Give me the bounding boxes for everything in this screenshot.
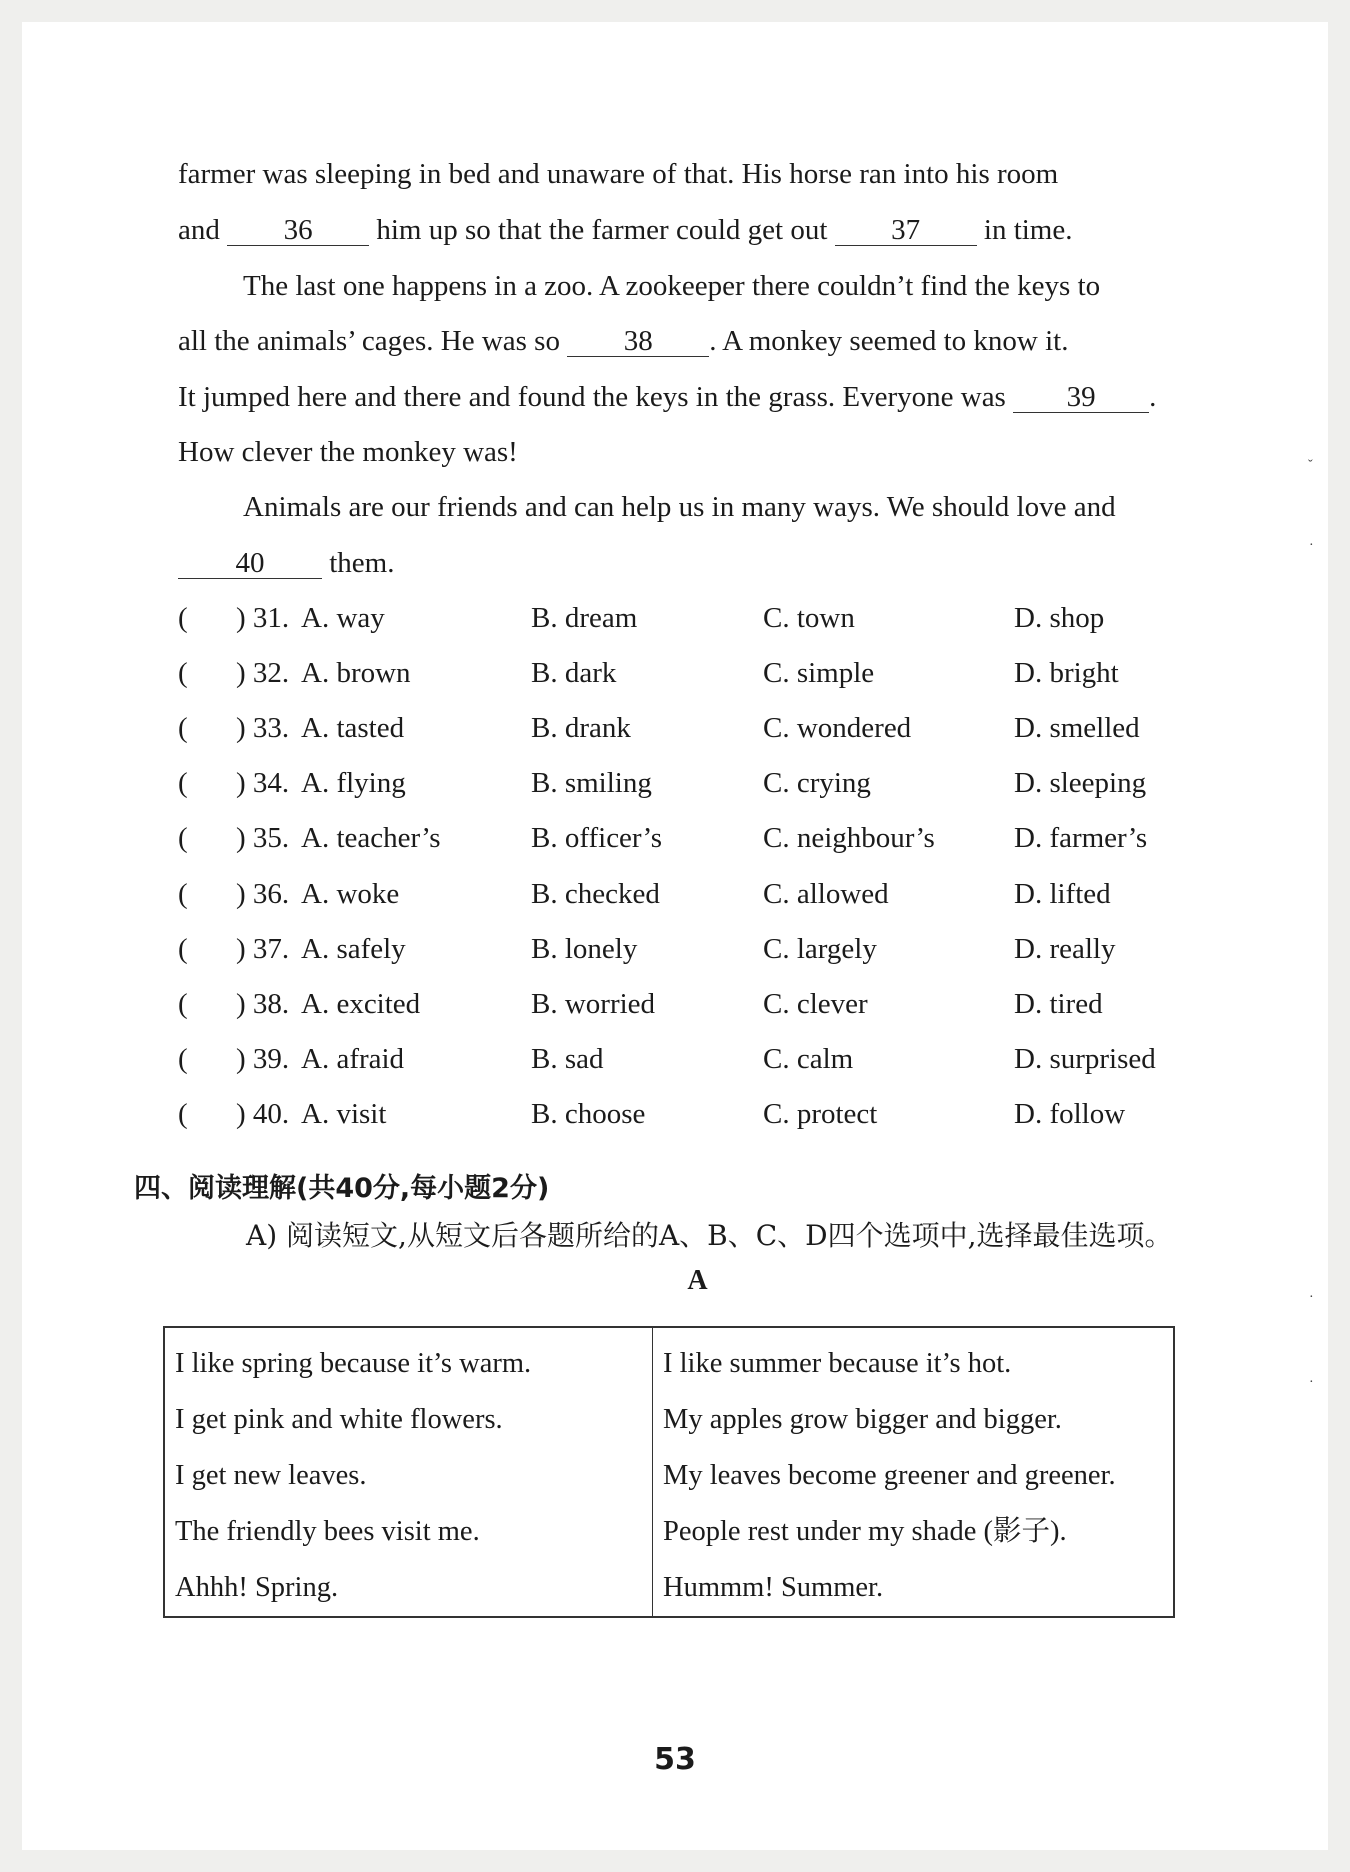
option-a: A. flying [301, 767, 406, 800]
question-row [178, 653, 1228, 693]
option-c: C. calm [763, 1042, 854, 1075]
question-number: ) 34. [236, 767, 290, 800]
option-a: A. safely [301, 932, 406, 965]
blank-36[interactable]: 36 [227, 215, 369, 246]
answer-paren[interactable]: ( [178, 987, 188, 1020]
option-a: A. visit [301, 1097, 387, 1130]
question-row [178, 929, 1228, 969]
option-b: B. lonely [531, 932, 638, 965]
poem-line: My leaves become greener and greener. [663, 1460, 1116, 1491]
option-b: B. checked [531, 877, 660, 910]
question-row [178, 1039, 1228, 1079]
option-d: D. surprised [1014, 1042, 1156, 1075]
option-c: C. largely [763, 932, 877, 965]
poem-line: I get new leaves. [175, 1460, 367, 1491]
question-number: ) 33. [236, 712, 290, 745]
question-row [178, 763, 1228, 803]
question-number: ) 37. [236, 932, 290, 965]
page-number: 53 [654, 1742, 696, 1777]
text-fragment: him up so that the farmer could get out [376, 214, 828, 246]
question-number: ) 39. [236, 1042, 290, 1075]
option-c: C. allowed [763, 877, 889, 910]
poem-line: The friendly bees visit me. [175, 1516, 480, 1547]
option-c: C. protect [763, 1097, 878, 1130]
question-number: ) 40. [236, 1097, 290, 1130]
section-title: 四、阅读理解(共40分,每小题2分) [134, 1173, 550, 1204]
option-d: D. shop [1014, 602, 1105, 634]
margin-mark: ˇ [1308, 458, 1313, 473]
passage-line: farmer was sleeping in bed and unaware of that. His horse ran into his room [178, 158, 1059, 190]
option-d: D. sleeping [1014, 767, 1147, 800]
text-fragment: It jumped here and there and found the keys in the grass. Everyone was [178, 381, 1006, 413]
option-c: C. crying [763, 767, 871, 800]
option-a: A. teacher’s [301, 822, 441, 855]
option-a: A. woke [301, 877, 400, 910]
option-b: B. officer’s [531, 822, 663, 855]
option-a: A. excited [301, 987, 421, 1020]
blank-37[interactable]: 37 [835, 215, 977, 246]
passage-line [178, 212, 1073, 248]
question-row [178, 708, 1228, 748]
passage-line [178, 379, 1156, 415]
question-row [178, 984, 1228, 1024]
passage-line: How clever the monkey was! [178, 436, 518, 468]
answer-paren[interactable]: ( [178, 877, 188, 910]
poem-line: People rest under my shade (影子). [663, 1516, 1067, 1547]
option-c: C. simple [763, 657, 875, 690]
poem-line: Hummm! Summer. [663, 1572, 884, 1603]
option-c: C. wondered [763, 712, 912, 745]
question-row [178, 598, 1228, 638]
option-b: B. sad [531, 1042, 604, 1075]
poem-line: I get pink and white flowers. [175, 1404, 503, 1435]
option-b: B. dream [531, 602, 638, 634]
text-fragment: them. [329, 547, 395, 579]
poem-table [163, 1326, 1175, 1618]
option-d: D. lifted [1014, 877, 1111, 910]
option-b: B. smiling [531, 767, 652, 800]
option-c: C. clever [763, 987, 868, 1020]
margin-mark: · [1309, 538, 1314, 553]
text-fragment: in time. [983, 214, 1073, 246]
question-number: ) 38. [236, 987, 290, 1020]
option-a: A. way [301, 602, 385, 634]
question-number: ) 36. [236, 877, 290, 910]
answer-paren[interactable]: ( [178, 822, 188, 855]
text-fragment: . A monkey seemed to know it. [709, 325, 1069, 357]
answer-paren[interactable]: ( [178, 767, 188, 800]
passage-line: Animals are our friends and can help us in many ways. We should love and [243, 491, 1116, 523]
blank-40[interactable]: 40 [178, 548, 322, 579]
answer-paren[interactable]: ( [178, 602, 188, 634]
option-d: D. tired [1014, 987, 1103, 1020]
question-number: ) 32. [236, 657, 290, 690]
option-d: D. smelled [1014, 712, 1140, 745]
question-row [178, 818, 1228, 858]
text-fragment: all the animals’ cages. He was so [178, 325, 560, 357]
option-a: A. afraid [301, 1042, 405, 1075]
passage-line [178, 323, 1068, 359]
poem-line: I like spring because it’s warm. [175, 1348, 532, 1379]
option-d: D. really [1014, 932, 1116, 965]
passage-line: The last one happens in a zoo. A zookeeper there couldn’t find the keys to [243, 270, 1101, 302]
poem-line: My apples grow bigger and bigger. [663, 1404, 1062, 1435]
option-c: C. neighbour’s [763, 822, 935, 855]
question-number: ) 31. [236, 602, 290, 634]
poem-line: I like summer because it’s hot. [663, 1348, 1012, 1379]
option-b: B. choose [531, 1097, 646, 1130]
option-b: B. dark [531, 657, 617, 690]
section-instruction: A) 阅读短文,从短文后各题所给的A、B、C、D四个选项中,选择最佳选项。 [246, 1219, 1173, 1252]
text-fragment: . [1149, 381, 1157, 413]
answer-paren[interactable]: ( [178, 932, 188, 965]
passage-label: A [687, 1265, 708, 1296]
question-row [178, 1094, 1228, 1134]
answer-paren[interactable]: ( [178, 1097, 188, 1130]
summer-column [653, 1327, 1175, 1617]
answer-paren[interactable]: ( [178, 712, 188, 745]
spring-column [164, 1327, 653, 1617]
option-d: D. farmer’s [1014, 822, 1148, 855]
passage-line [178, 545, 395, 581]
blank-38[interactable]: 38 [567, 326, 709, 357]
question-row [178, 874, 1228, 914]
option-c: C. town [763, 602, 855, 634]
answer-paren[interactable]: ( [178, 1042, 188, 1075]
option-a: A. tasted [301, 712, 405, 745]
option-d: D. bright [1014, 657, 1119, 690]
margin-mark: · [1309, 1290, 1314, 1305]
blank-39[interactable]: 39 [1013, 382, 1149, 413]
option-a: A. brown [301, 657, 411, 690]
option-d: D. follow [1014, 1097, 1126, 1130]
margin-mark: · [1309, 1375, 1314, 1390]
poem-line: Ahhh! Spring. [175, 1572, 339, 1603]
answer-paren[interactable]: ( [178, 657, 188, 690]
option-b: B. worried [531, 987, 656, 1020]
question-number: ) 35. [236, 822, 290, 855]
text-fragment: and [178, 214, 220, 246]
option-b: B. drank [531, 712, 631, 745]
